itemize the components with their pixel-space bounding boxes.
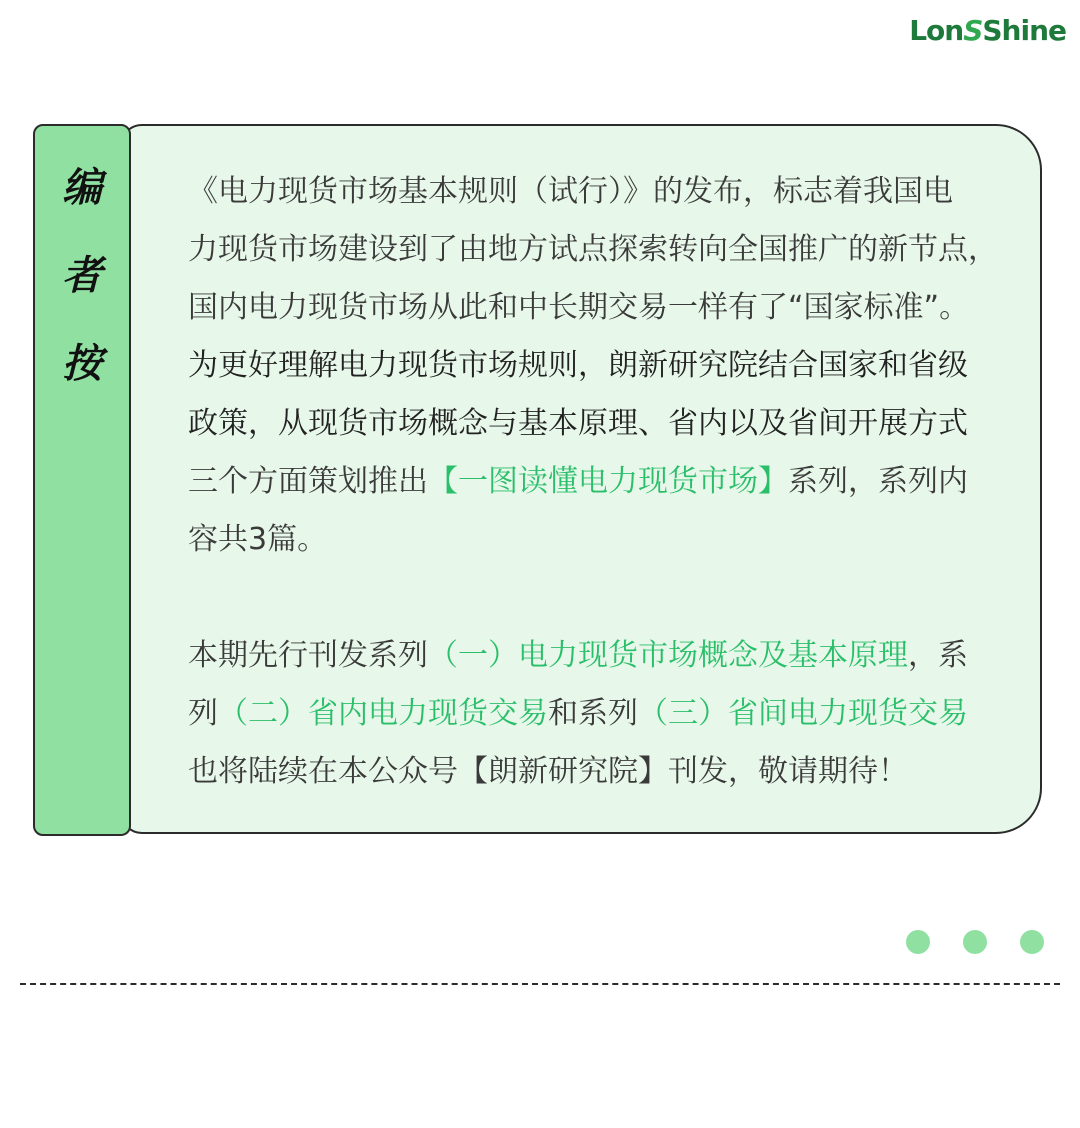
- text-line-8: 本期先行刊发系列（一）电力现货市场概念及基本原理，系: [188, 638, 968, 673]
- dashed-divider: [20, 983, 1060, 985]
- dot-2: [963, 930, 987, 954]
- tab-char-zhe: 者: [62, 253, 102, 299]
- tab-char-an: 按: [62, 341, 102, 387]
- text-line-3: 国内电力现货市场从此和中长期交易一样有了“国家标准”。: [188, 290, 970, 325]
- dot-1: [906, 930, 930, 954]
- series-two-highlight: （二）省内电力现货交易: [218, 696, 548, 731]
- series-title-highlight: 【一图读懂电力现货市场】: [428, 464, 788, 499]
- tab-char-bian: 编: [62, 165, 102, 211]
- text-line-1: 《电力现货市场基本规则（试行）》的发布，标志着我国电: [188, 174, 953, 209]
- editor-note-tab: [33, 124, 131, 836]
- text-line-5: 政策，从现货市场概念与基本原理、省内以及省间开展方式: [188, 406, 968, 441]
- longshine-logo: LonSShine: [909, 14, 1066, 47]
- text-line-10: 也将陆续在本公众号【朗新研究院】刊发，敬请期待！: [188, 754, 908, 789]
- text-line-9: 列（二）省内电力现货交易和系列（三）省间电力现货交易: [188, 696, 968, 731]
- text-line-6: 三个方面策划推出【一图读懂电力现货市场】系列，系列内: [188, 464, 968, 499]
- editor-note-body: [188, 163, 1038, 801]
- text-line-2: 力现货市场建设到了由地方试点探索转向全国推广的新节点，: [188, 232, 998, 267]
- series-one-highlight: （一）电力现货市场概念及基本原理: [428, 638, 908, 673]
- dot-3: [1020, 930, 1044, 954]
- text-line-4: 为更好理解电力现货市场规则，朗新研究院结合国家和省级: [188, 348, 968, 383]
- text-line-7: 容共3篇。: [188, 522, 328, 557]
- paragraph-gap: [188, 569, 1038, 627]
- series-three-highlight: （三）省间电力现货交易: [638, 696, 968, 731]
